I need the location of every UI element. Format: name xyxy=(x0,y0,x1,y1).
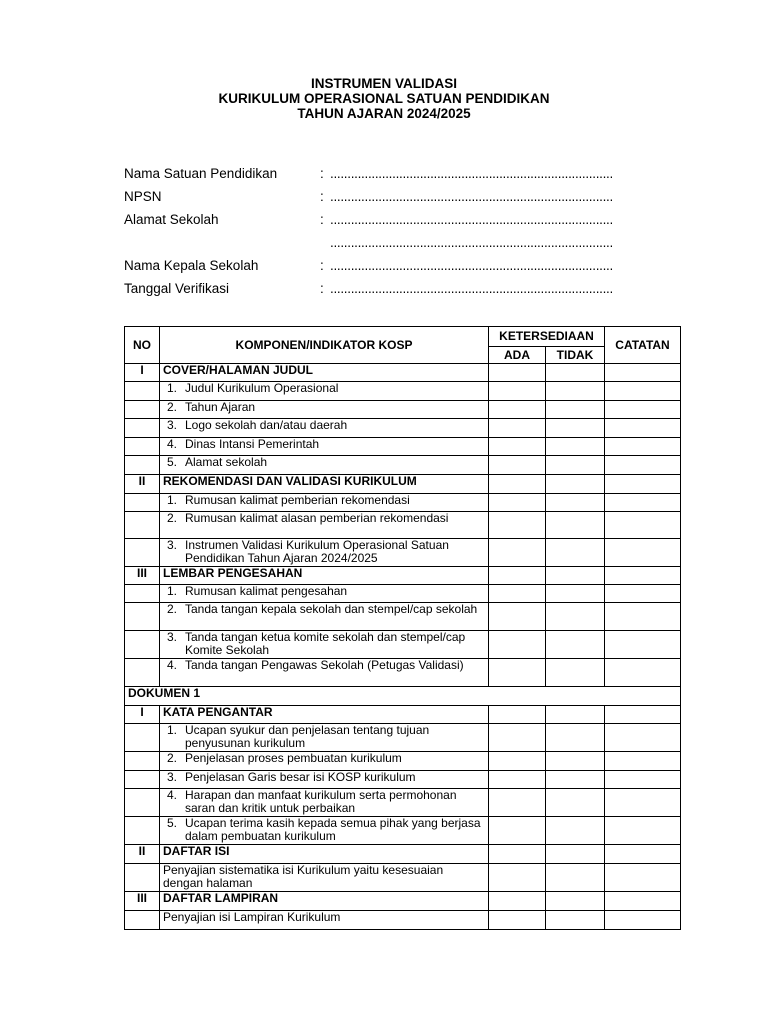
catatan-cell[interactable] xyxy=(605,864,681,892)
ada-cell[interactable] xyxy=(489,494,546,512)
item-text: Harapan dan manfaat kurikulum serta permohonan saran dan kritik untuk perbaikan xyxy=(185,788,457,815)
indicator-item xyxy=(160,724,489,752)
item-number: 3. xyxy=(167,418,178,432)
field-colon: : xyxy=(320,166,324,181)
row-number: II xyxy=(125,475,160,494)
ada-cell[interactable] xyxy=(489,512,546,539)
row-number xyxy=(125,438,160,456)
field-colon: : xyxy=(320,189,324,204)
header-ada: ADA xyxy=(489,347,546,364)
ada-cell[interactable] xyxy=(489,845,546,864)
ada-cell[interactable] xyxy=(489,706,546,724)
table-row xyxy=(125,475,681,494)
ada-cell[interactable] xyxy=(489,475,546,494)
table-row xyxy=(125,845,681,864)
catatan-cell[interactable] xyxy=(605,419,681,438)
table-row xyxy=(125,382,681,401)
catatan-cell[interactable] xyxy=(605,817,681,845)
indicator-item xyxy=(160,401,489,419)
item-text: Ucapan syukur dan penjelasan tentang tujuan penyusunan kurikulum xyxy=(185,723,430,750)
tidak-cell[interactable] xyxy=(546,817,605,845)
row-number xyxy=(125,603,160,631)
table-row xyxy=(125,892,681,911)
field-colon: : xyxy=(320,258,324,273)
table-row xyxy=(125,567,681,585)
catatan-cell[interactable] xyxy=(605,585,681,603)
row-number xyxy=(125,419,160,438)
indicator-text: Penyajian isi Lampiran Kurikulum xyxy=(160,911,489,930)
item-text: Alamat sekolah xyxy=(185,455,268,469)
fill-in-blank[interactable]: .................................................................................. xyxy=(330,281,613,296)
table-row xyxy=(125,659,681,687)
catatan-cell[interactable] xyxy=(605,456,681,475)
ada-cell[interactable] xyxy=(489,892,546,911)
tidak-cell[interactable] xyxy=(546,603,605,631)
catatan-cell[interactable] xyxy=(605,789,681,817)
validation-table xyxy=(124,326,681,930)
field-colon: : xyxy=(320,212,324,227)
tidak-cell[interactable] xyxy=(546,438,605,456)
item-number: 5. xyxy=(167,455,178,469)
indicator-item xyxy=(160,512,489,539)
item-number: 1. xyxy=(167,493,178,507)
tidak-cell[interactable] xyxy=(546,512,605,539)
catatan-cell[interactable] xyxy=(605,911,681,930)
indicator-item xyxy=(160,539,489,567)
table-row xyxy=(125,539,681,567)
catatan-cell[interactable] xyxy=(605,724,681,752)
item-number: 2. xyxy=(167,751,178,765)
title-line-2: KURIKULUM OPERASIONAL SATUAN PENDIDIKAN xyxy=(218,91,550,106)
ada-cell[interactable] xyxy=(489,752,546,771)
row-number xyxy=(125,539,160,567)
item-number: 2. xyxy=(167,400,178,414)
indicator-item xyxy=(160,494,489,512)
header-komponen: KOMPONEN/INDIKATOR KOSP xyxy=(160,327,489,364)
tidak-cell[interactable] xyxy=(546,892,605,911)
table-row xyxy=(125,603,681,631)
table-row xyxy=(125,817,681,845)
catatan-cell[interactable] xyxy=(605,706,681,724)
section-title: REKOMENDASI DAN VALIDASI KURIKULUM xyxy=(160,475,489,494)
item-text: Rumusan kalimat pemberian rekomendasi xyxy=(185,493,410,507)
catatan-cell[interactable] xyxy=(605,382,681,401)
ada-cell[interactable] xyxy=(489,789,546,817)
header-catatan: CATATAN xyxy=(605,327,681,364)
item-number: 1. xyxy=(167,584,178,598)
ada-cell[interactable] xyxy=(489,456,546,475)
catatan-cell[interactable] xyxy=(605,475,681,494)
item-number: 2. xyxy=(167,602,178,616)
indicator-item xyxy=(160,456,489,475)
item-text: Rumusan kalimat alasan pemberian rekomendasi xyxy=(185,511,449,525)
table-row xyxy=(125,512,681,539)
row-number xyxy=(125,771,160,789)
row-number: I xyxy=(125,706,160,724)
ada-cell[interactable] xyxy=(489,631,546,659)
catatan-cell[interactable] xyxy=(605,364,681,382)
table-row xyxy=(125,438,681,456)
indicator-item xyxy=(160,631,489,659)
row-number: III xyxy=(125,567,160,585)
title-line-1: INSTRUMEN VALIDASI xyxy=(310,76,457,91)
indicator-item xyxy=(160,817,489,845)
row-number xyxy=(125,382,160,401)
field-label: Tanggal Verifikasi xyxy=(124,281,230,296)
table-row xyxy=(125,401,681,419)
catatan-cell[interactable] xyxy=(605,567,681,585)
indicator-item xyxy=(160,438,489,456)
catatan-cell[interactable] xyxy=(605,845,681,864)
header-ketersediaan: KETERSEDIAAN xyxy=(489,327,605,347)
row-number xyxy=(125,456,160,475)
row-number xyxy=(125,659,160,687)
row-number xyxy=(125,585,160,603)
ada-cell[interactable] xyxy=(489,539,546,567)
row-number xyxy=(125,752,160,771)
tidak-cell[interactable] xyxy=(546,752,605,771)
indicator-item xyxy=(160,382,489,401)
item-text: Penjelasan proses pembuatan kurikulum xyxy=(185,751,402,765)
catatan-cell[interactable] xyxy=(605,539,681,567)
document-section-label: DOKUMEN 1 xyxy=(125,687,681,706)
row-number xyxy=(125,864,160,892)
indicator-item xyxy=(160,789,489,817)
row-number xyxy=(125,911,160,930)
item-text: Penjelasan Garis besar isi KOSP kurikulum xyxy=(185,770,416,784)
ada-cell[interactable] xyxy=(489,401,546,419)
section-title: COVER/HALAMAN JUDUL xyxy=(160,364,489,382)
tidak-cell[interactable] xyxy=(546,364,605,382)
tidak-cell[interactable] xyxy=(546,456,605,475)
table-row xyxy=(125,585,681,603)
indicator-item xyxy=(160,771,489,789)
item-text: Tanda tangan kepala sekolah dan stempel/cap sekolah xyxy=(185,602,478,616)
table-row xyxy=(125,364,681,382)
item-text: Tanda tangan Pengawas Sekolah (Petugas Validasi) xyxy=(185,658,464,672)
table-row xyxy=(125,419,681,438)
ada-cell[interactable] xyxy=(489,864,546,892)
catatan-cell[interactable] xyxy=(605,752,681,771)
fill-in-blank[interactable]: .................................................................................. xyxy=(330,235,613,250)
table-row xyxy=(125,456,681,475)
table-row xyxy=(125,771,681,789)
tidak-cell[interactable] xyxy=(546,475,605,494)
ada-cell[interactable] xyxy=(489,724,546,752)
indicator-item xyxy=(160,419,489,438)
row-number xyxy=(125,789,160,817)
catatan-cell[interactable] xyxy=(605,892,681,911)
table-row xyxy=(125,752,681,771)
field-label: Alamat Sekolah xyxy=(124,212,219,227)
fill-in-blank[interactable]: .................................................................................. xyxy=(330,189,613,204)
tidak-cell[interactable] xyxy=(546,419,605,438)
document-title xyxy=(0,76,768,121)
ada-cell[interactable] xyxy=(489,364,546,382)
tidak-cell[interactable] xyxy=(546,911,605,930)
table-row xyxy=(125,864,681,892)
indicator-item xyxy=(160,585,489,603)
catatan-cell[interactable] xyxy=(605,659,681,687)
catatan-cell[interactable] xyxy=(605,494,681,512)
ada-cell[interactable] xyxy=(489,771,546,789)
fill-in-blank[interactable]: .................................................................................. xyxy=(330,258,613,273)
item-number: 1. xyxy=(167,381,178,395)
table-row xyxy=(125,706,681,724)
tidak-cell[interactable] xyxy=(546,382,605,401)
indicator-item xyxy=(160,752,489,771)
tidak-cell[interactable] xyxy=(546,659,605,687)
ada-cell[interactable] xyxy=(489,419,546,438)
fill-in-blank[interactable]: .................................................................................. xyxy=(330,212,613,227)
row-number xyxy=(125,401,160,419)
tidak-cell[interactable] xyxy=(546,631,605,659)
item-number: 3. xyxy=(167,538,178,552)
item-number: 3. xyxy=(167,770,178,784)
table-row xyxy=(125,724,681,752)
field-label: Nama Kepala Sekolah xyxy=(124,258,259,273)
ada-cell[interactable] xyxy=(489,817,546,845)
ada-cell[interactable] xyxy=(489,603,546,631)
item-text: Tahun Ajaran xyxy=(185,400,256,414)
item-number: 2. xyxy=(167,511,178,525)
catatan-cell[interactable] xyxy=(605,631,681,659)
row-number xyxy=(125,724,160,752)
row-number xyxy=(125,494,160,512)
tidak-cell[interactable] xyxy=(546,706,605,724)
row-number xyxy=(125,817,160,845)
catatan-cell[interactable] xyxy=(605,401,681,419)
item-text: Instrumen Validasi Kurikulum Operasional Satuan Pendidikan Tahun Ajaran 2024/2025 xyxy=(185,538,449,565)
title-line-3: TAHUN AJARAN 2024/2025 xyxy=(297,106,471,121)
tidak-cell[interactable] xyxy=(546,845,605,864)
catatan-cell[interactable] xyxy=(605,512,681,539)
field-colon: : xyxy=(320,281,324,296)
ada-cell[interactable] xyxy=(489,659,546,687)
table-body xyxy=(125,364,681,930)
item-number: 1. xyxy=(167,723,178,737)
catatan-cell[interactable] xyxy=(605,771,681,789)
ada-cell[interactable] xyxy=(489,585,546,603)
section-title: LEMBAR PENGESAHAN xyxy=(160,567,489,585)
row-number: III xyxy=(125,892,160,911)
indicator-item xyxy=(160,659,489,687)
item-text: Ucapan terima kasih kepada semua pihak yang berjasa dalam pembuatan kurikulum xyxy=(185,816,481,843)
row-number: I xyxy=(125,364,160,382)
tidak-cell[interactable] xyxy=(546,724,605,752)
section-title: DAFTAR LAMPIRAN xyxy=(160,892,489,911)
tidak-cell[interactable] xyxy=(546,789,605,817)
section-title: DAFTAR ISI xyxy=(160,845,489,864)
catatan-cell[interactable] xyxy=(605,603,681,631)
field-label: Nama Satuan Pendidikan xyxy=(124,166,278,181)
indicator-text: Penyajian sistematika isi Kurikulum yaitu kesesuaian dengan halaman xyxy=(160,864,489,892)
row-number: II xyxy=(125,845,160,864)
ada-cell[interactable] xyxy=(489,911,546,930)
table-row xyxy=(125,789,681,817)
tidak-cell[interactable] xyxy=(546,864,605,892)
ada-cell[interactable] xyxy=(489,438,546,456)
item-number: 5. xyxy=(167,816,178,830)
table-row xyxy=(125,911,681,930)
tidak-cell[interactable] xyxy=(546,539,605,567)
header-no: NO xyxy=(125,327,160,364)
tidak-cell[interactable] xyxy=(546,771,605,789)
header-tidak: TIDAK xyxy=(546,347,605,364)
catatan-cell[interactable] xyxy=(605,438,681,456)
tidak-cell[interactable] xyxy=(546,585,605,603)
item-number: 4. xyxy=(167,788,178,802)
item-number: 3. xyxy=(167,630,178,644)
row-number xyxy=(125,631,160,659)
section-title: KATA PENGANTAR xyxy=(160,706,489,724)
table-row xyxy=(125,494,681,512)
field-label: NPSN xyxy=(124,189,162,204)
fill-in-blank[interactable]: .................................................................................. xyxy=(330,166,613,181)
table-row xyxy=(125,687,681,706)
table-row xyxy=(125,631,681,659)
row-number xyxy=(125,512,160,539)
tidak-cell[interactable] xyxy=(546,401,605,419)
indicator-item xyxy=(160,603,489,631)
item-text: Dinas Intansi Pemerintah xyxy=(185,437,320,451)
tidak-cell[interactable] xyxy=(546,567,605,585)
tidak-cell[interactable] xyxy=(546,494,605,512)
item-text: Tanda tangan ketua komite sekolah dan stempel/cap Komite Sekolah xyxy=(185,630,466,657)
item-number: 4. xyxy=(167,437,178,451)
item-text: Logo sekolah dan/atau daerah xyxy=(185,418,348,432)
ada-cell[interactable] xyxy=(489,382,546,401)
item-text: Rumusan kalimat pengesahan xyxy=(185,584,348,598)
item-text: Judul Kurikulum Operasional xyxy=(185,381,339,395)
item-number: 4. xyxy=(167,658,178,672)
ada-cell[interactable] xyxy=(489,567,546,585)
